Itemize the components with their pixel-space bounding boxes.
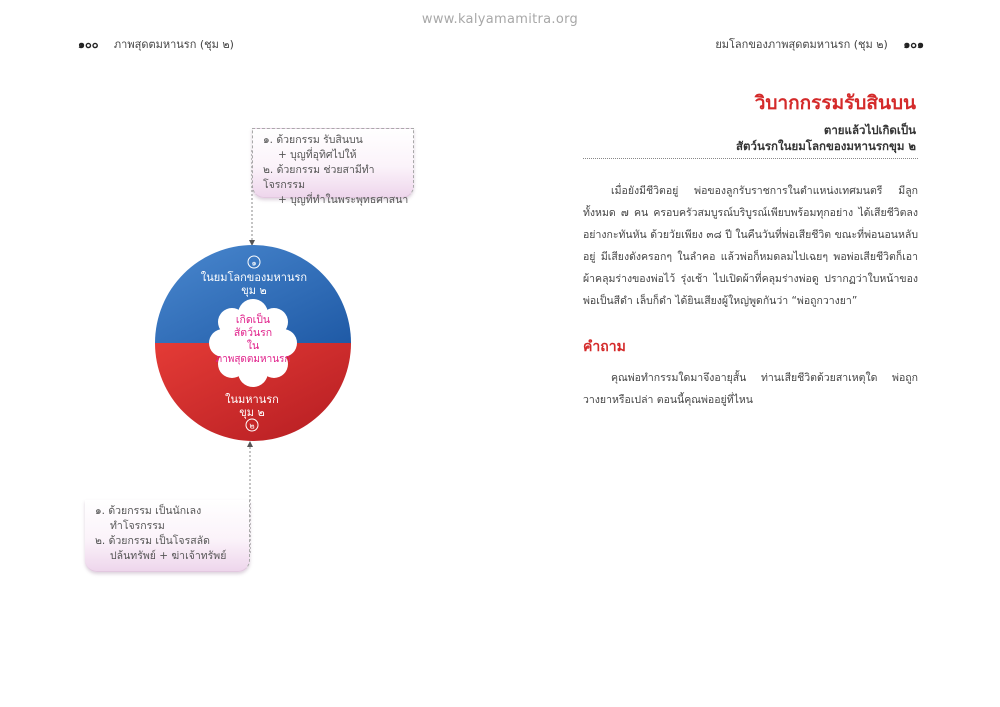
question-paragraph: คุณพ่อทำกรรมใดมาจึงอายุสั้น ท่านเสียชีวิตด้วยสาเหตุใด พ่อถูกวางยาหรือเปล่า ตอนนี้คุณพ่ออยู่ที่ไหน xyxy=(583,372,918,406)
website-url: www.kalyamamitra.org xyxy=(421,12,579,27)
lower-label-line2: ขุม ๒ xyxy=(239,406,265,419)
story-paragraph: เมื่อยังมีชีวิตอยู่ พ่อของลูกรับราชการในตำแหน่งเทศมนตรี มีลูกทั้งหมด ๗ คน ครอบครัวสมบูรณ์บริบูรณ์เพียบพร้อมทุกอย่าง ได้เสียชีวิตลงอย่างกะทันหัน ด้วยวัยเพียง ๓๘ ปี ในคืนวันที่พ่อเสียชีวิต ขณะที่พ่อนอนหลับอยู่ มีเสียงดังครอกๆ ในลำคอ แล้วพ่อก็หมดลมไปเฉยๆ พอพ่อเสียชีวิตก็เอาผ้าคลุมร่างของพ่อไว้ รุ่งเช้า ไปเปิดผ้าที่คลุมร่างพ่อดู ปรากฏว่าใบหน้าของพ่อเป็นสีดำ เล็บก็ดำ ได้ยินเสียงผู้ใหญ่พูดกันว่า “พ่อถูกวางยา” xyxy=(583,185,918,307)
upper-label-line1: ในยมโลกของมหานรก xyxy=(200,271,308,284)
note-bottom-line1: ๑. ด้วยกรรม เป็นนักเลง xyxy=(95,505,202,517)
note-bottom-line3: ๒. ด้วยกรรม เป็นโจรสลัด xyxy=(95,535,210,547)
note-top-line2: + บุญที่อุทิศไปให้ xyxy=(278,149,357,161)
note-bottom-line2: ทำโจรกรรม xyxy=(110,520,165,532)
note-top-line1: ๑. ด้วยกรรม รับสินบน xyxy=(263,134,363,146)
lower-number: ๒ xyxy=(249,421,255,431)
dotted-divider xyxy=(583,158,918,159)
note-box-top xyxy=(252,128,414,206)
right-page-title: ยมโลกของภาพสุดตมหานรก (ชุม ๒) xyxy=(715,38,888,51)
note-box-bottom xyxy=(85,500,250,572)
left-page-number: ๑๐๐ xyxy=(78,38,99,51)
center-line4: ภาพสุดตมหานรก xyxy=(215,354,291,365)
right-page-number: ๑๐๑ xyxy=(903,38,924,51)
page-subtitle xyxy=(736,122,916,154)
note-top-line4: + บุญที่ทำในพระพุทธศาสนา xyxy=(278,194,409,206)
rebirth-diagram xyxy=(0,0,560,600)
left-page-title: ภาพสุดตมหานรก (ชุม ๒) xyxy=(113,38,234,51)
center-line2: สัตว์นรก xyxy=(233,327,273,339)
right-page-header xyxy=(715,35,924,53)
subtitle-line2: สัตว์นรกในยมโลกของมหานรกขุม ๒ xyxy=(736,139,916,153)
upper-label-line2: ขุม ๒ xyxy=(241,284,267,297)
question-heading: คำถาม xyxy=(583,339,626,355)
note-top-line3: ๒. ด้วยกรรม ช่วยสามีทำโจรกรรม xyxy=(263,164,375,191)
lower-label-line1: ในมหานรก xyxy=(225,393,279,406)
center-line1: เกิดเป็น xyxy=(235,314,271,326)
upper-number: ๑ xyxy=(251,258,257,268)
page-title: วิบากกรรมรับสินบน xyxy=(754,92,916,114)
center-line3: ใน xyxy=(246,340,260,352)
bottom-connector-arrow xyxy=(247,441,253,447)
subtitle-line1: ตายแล้วไปเกิดเป็น xyxy=(823,123,916,137)
note-bottom-line4: ปล้นทรัพย์ + ฆ่าเจ้าทรัพย์ xyxy=(110,550,227,562)
